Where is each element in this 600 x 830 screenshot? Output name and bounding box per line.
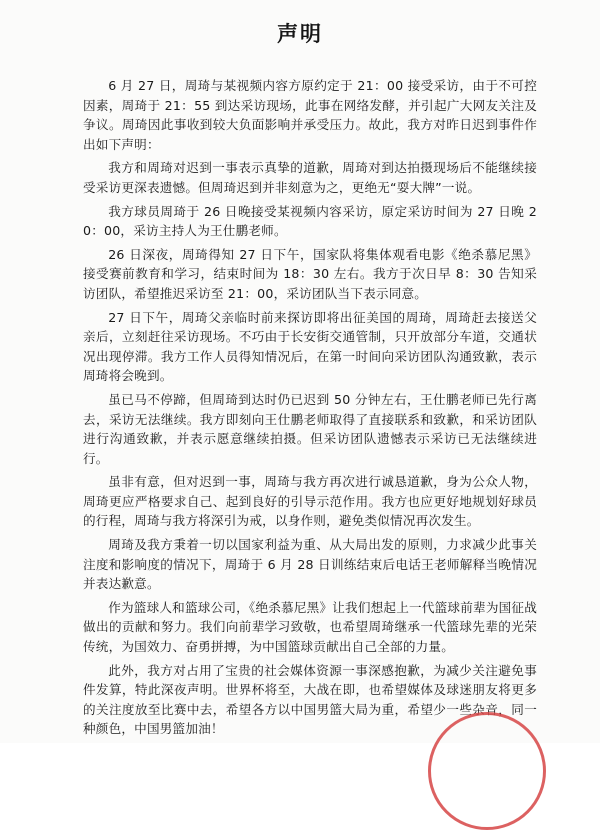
company-seal-stamp [428, 712, 546, 830]
paragraph-5: 27 日下午，周琦父亲临时前来探访即将出征美国的周琦，周琦赶去接送父亲后，立刻赶往采访现场。不巧由于长安街交通管制，只开放部分车道，交通状况出现停滞。我方工作人员得知情况后，在第一时间向采访团队沟通致歉，表示周琦将会晚到。 [83, 309, 537, 384]
paragraph-2: 我方和周琦对迟到一事表示真挚的道歉，周琦对到达拍摄现场后不能继续接受采访更深表遗憾。但周琦迟到并非刻意为之，更绝无“耍大牌”一说。 [83, 160, 537, 195]
paragraph-7: 虽非有意，但对迟到一事，周琦与我方再次进行诚恳道歉，身为公众人物，周琦更应严格要求自己、起到良好的引导示范作用。我方也应更好地规划好球员的行程，周琦与我方将深引为戒，以身作则，避免类似情况再次发生。 [83, 474, 537, 529]
document-body [83, 76, 537, 743]
paragraph-1: 6 月 27 日，周琦与某视频内容方原约定于 21：00 接受采访，由于不可控因素，周琦于 21：55 到达采访现场，此事在网络发酵，并引起广大网友关注及争议。周琦因此事收到较大负面影响并承受压力。故此，我方对昨日迟到事件作出如下声明： [83, 78, 537, 152]
paragraph-3: 我方球员周琦于 26 日晚接受某视频内容采访，原定采访时间为 27 日晚 20：00，采访主持人为王仕鹏老师。 [83, 203, 537, 239]
paragraph-4: 26 日深夜，周琦得知 27 日下午，国家队将集体观看电影《绝杀慕尼黑》接受赛前教育和学习，结束时间为 18：30 左右。我方于次日早 8：30 告知采访团队，希望推迟采访至 21：00，采访团队当下表示同意。 [83, 246, 537, 301]
paragraph-6: 虽已马不停蹄，但周琦到达时仍已迟到 50 分钟左右，王仕鹏老师已先行离去，采访无法继续。我方即刻向王仕鹏老师取得了直接联系和致歉，和采访团队进行沟通致歉，并表示愿意继续拍摄。但采访团队遗憾表示采访已无法继续进行。 [83, 391, 537, 466]
paragraph-8: 周琦及我方秉着一切以国家利益为重、从大局出发的原则，力求减少此事关注度和影响度的情况下，周琦于 6 月 28 日训练结束后电话王老师解释当晚情况并表达歉意。 [83, 537, 537, 592]
document-title: 声明 [277, 22, 323, 46]
paragraph-10: 此外，我方对占用了宝贵的社会媒体资源一事深感抱歉，为减少关注避免事件发算，特此深夜声明。世界杯将至，大战在即，也希望媒体及球迷朋友将更多的关注度放至比赛中去，希望各方以中国男篮大局为重，希望少一些杂音，同一种颜色，中国男篮加油！ [83, 662, 537, 737]
paragraph-9: 作为篮球人和篮球公司，《绝杀慕尼黑》让我们想起上一代篮球前辈为国征战做出的贡献和努力。我们向前辈学习致敬，也希望周琦继承一代篮球先辈的光荣传统，为国效力、奋勇拼搏，为中国篮球贡献出自己全部的力量。 [83, 599, 537, 655]
